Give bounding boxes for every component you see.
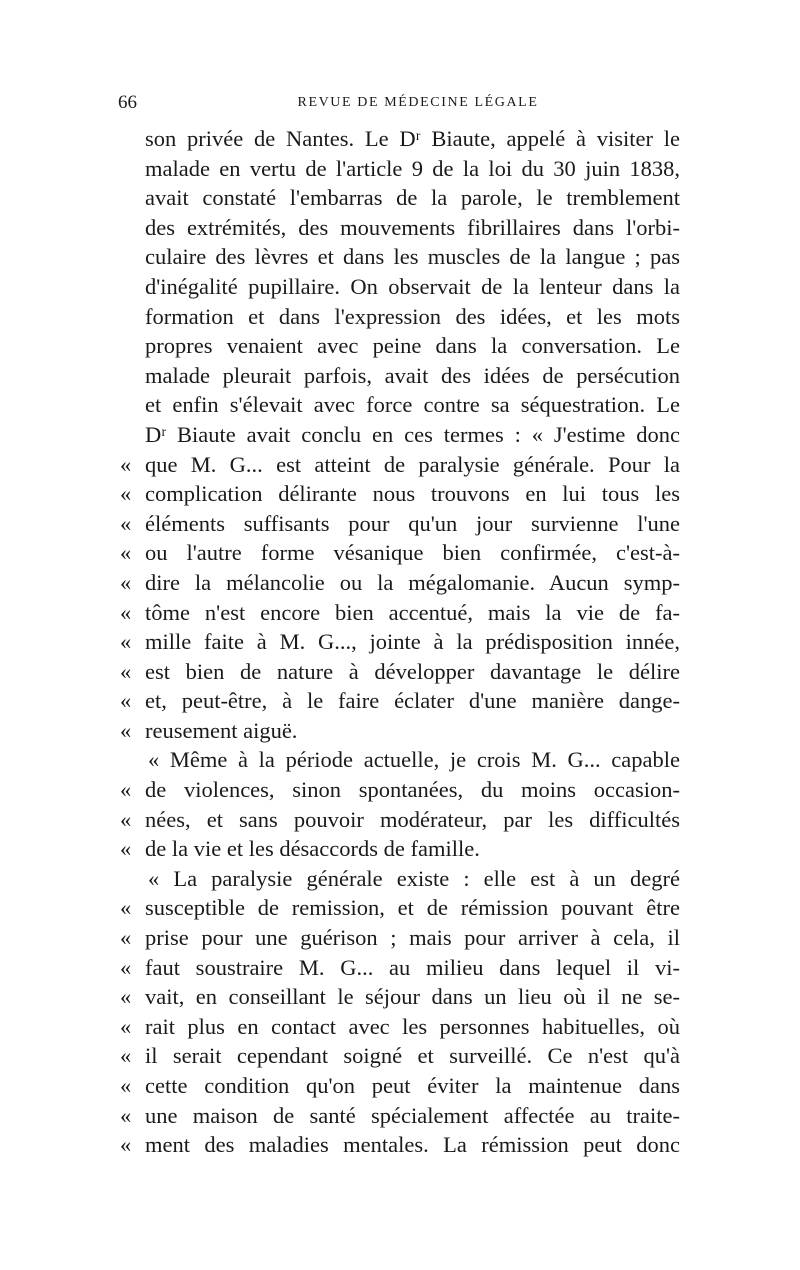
line-text: culaire des lèvres et dans les muscles de la langue ; pas bbox=[145, 244, 680, 270]
line-text: de la vie et les désaccords de famille. bbox=[145, 836, 480, 862]
line-text: « La paralysie générale existe : elle est à un degré bbox=[148, 865, 680, 891]
line-text: de violences, sinon spontanées, du moins occasion- bbox=[145, 777, 680, 803]
text-line bbox=[120, 420, 680, 450]
quote-mark bbox=[120, 390, 145, 420]
line-text: que M. G... est atteint de paralysie générale. Pour la bbox=[145, 451, 680, 477]
quote-mark bbox=[120, 213, 145, 243]
quote-mark: « bbox=[120, 1102, 132, 1128]
quote-mark bbox=[120, 331, 145, 361]
line-text: dire la mélancolie ou la mégalomanie. Aucun symp- bbox=[145, 569, 680, 595]
quote-mark: « bbox=[120, 925, 132, 951]
quote-mark bbox=[120, 302, 145, 332]
quote-mark: « bbox=[120, 599, 132, 625]
text-line bbox=[120, 657, 680, 687]
text-line bbox=[120, 1012, 680, 1042]
text-line bbox=[120, 361, 680, 391]
quote-mark: « bbox=[120, 688, 132, 714]
line-text: il serait cependant soigné et surveillé. Ce n'est qu'à bbox=[145, 1043, 680, 1069]
line-text: ment des maladies mentales. La rémission peut donc bbox=[145, 1132, 680, 1158]
quote-mark: « bbox=[120, 954, 132, 980]
quote-mark: « bbox=[120, 1132, 132, 1158]
quote-mark bbox=[120, 183, 145, 213]
line-text: complication délirante nous trouvons en lui tous les bbox=[145, 481, 680, 507]
running-title: REVUE DE MÉDECINE LÉGALE bbox=[297, 95, 539, 110]
quote-mark bbox=[120, 124, 145, 154]
line-text: des extrémités, des mouvements fibrillaires dans l'orbi- bbox=[145, 214, 680, 240]
text-line bbox=[120, 390, 680, 420]
line-text: tôme n'est encore bien accentué, mais la vie de fa- bbox=[145, 599, 680, 625]
quote-mark: « bbox=[120, 1073, 132, 1098]
line-text: son privée de Nantes. Le Dʳ Biaute, appelé à visiter le bbox=[145, 126, 680, 151]
text-line bbox=[120, 864, 680, 894]
line-text: faut soustraire M. G... au milieu dans lequel il vi- bbox=[145, 954, 680, 980]
line-text: propres venaient avec peine dans la conversation. Le bbox=[145, 333, 680, 359]
line-text: reusement aiguë. bbox=[145, 717, 298, 743]
quote-mark: « bbox=[120, 569, 132, 595]
quote-mark: « bbox=[120, 806, 132, 832]
text-line bbox=[120, 716, 680, 746]
text-line bbox=[120, 745, 680, 775]
text-line bbox=[120, 1071, 680, 1101]
text-line bbox=[120, 1101, 680, 1131]
line-text: vait, en conseillant le séjour dans un lieu où il ne se- bbox=[145, 984, 680, 1010]
line-text: mille faite à M. G..., jointe à la prédisposition innée, bbox=[145, 629, 680, 655]
line-text: et enfin s'élevait avec force contre sa séquestration. Le bbox=[145, 392, 680, 418]
text-line bbox=[120, 450, 680, 480]
text-line bbox=[120, 834, 680, 864]
line-text: est bien de nature à développer davantage le délire bbox=[145, 658, 680, 684]
quote-mark bbox=[120, 272, 145, 302]
page-header bbox=[118, 92, 678, 116]
line-text: Dʳ Biaute avait conclu en ces termes : « J'estime donc bbox=[145, 421, 680, 447]
text-line bbox=[120, 183, 680, 213]
text-line bbox=[120, 568, 680, 598]
text-line bbox=[120, 598, 680, 628]
text-line bbox=[120, 538, 680, 568]
quote-mark: « bbox=[120, 1013, 132, 1039]
text-line bbox=[120, 124, 680, 154]
quote-mark: « bbox=[120, 658, 132, 684]
line-text: « Même à la période actuelle, je crois M. G... capable bbox=[148, 747, 680, 773]
text-line bbox=[120, 775, 680, 805]
page-number: 66 bbox=[118, 92, 137, 113]
line-text: avait constaté l'embarras de la parole, le tremblement bbox=[145, 185, 680, 211]
quote-mark bbox=[120, 420, 145, 450]
text-line bbox=[120, 154, 680, 184]
text-line bbox=[120, 213, 680, 243]
text-line bbox=[120, 242, 680, 272]
quote-mark: « bbox=[120, 629, 132, 655]
quote-mark bbox=[120, 361, 145, 391]
body-text bbox=[120, 124, 680, 1160]
quote-mark: « bbox=[120, 481, 132, 507]
line-text: rait plus en contact avec les personnes habituelles, où bbox=[145, 1013, 680, 1039]
text-line bbox=[120, 1130, 680, 1160]
quote-mark: « bbox=[120, 540, 132, 566]
line-text: susceptible de remission, et de rémission pouvant être bbox=[145, 895, 680, 921]
text-line bbox=[120, 953, 680, 983]
line-text: prise pour une guérison ; mais pour arriver à cela, il bbox=[145, 925, 680, 951]
text-line bbox=[120, 479, 680, 509]
line-text: malade en vertu de l'article 9 de la loi du 30 juin 1838, bbox=[145, 155, 680, 181]
text-line bbox=[120, 893, 680, 923]
quote-mark bbox=[120, 154, 145, 184]
text-line bbox=[120, 1041, 680, 1071]
text-line bbox=[120, 805, 680, 835]
line-text: et, peut-être, à le faire éclater d'une manière dange- bbox=[145, 688, 680, 714]
line-text: éléments suffisants pour qu'un jour survienne l'une bbox=[145, 510, 680, 536]
text-line bbox=[120, 331, 680, 361]
quote-mark: « bbox=[120, 777, 132, 803]
line-text: une maison de santé spécialement affectée au traite- bbox=[145, 1102, 680, 1128]
line-text: nées, et sans pouvoir modérateur, par les difficultés bbox=[145, 806, 680, 832]
text-line bbox=[120, 302, 680, 332]
quote-mark: « bbox=[120, 836, 132, 862]
text-line bbox=[120, 509, 680, 539]
line-text: ou l'autre forme vésanique bien confirmée, c'est-à- bbox=[145, 540, 680, 566]
text-line bbox=[120, 982, 680, 1012]
quote-mark: « bbox=[120, 717, 132, 743]
quote-mark: « bbox=[120, 510, 132, 536]
line-text: formation et dans l'expression des idées, et les mots bbox=[145, 303, 680, 329]
quote-mark: « bbox=[120, 984, 132, 1010]
text-line bbox=[120, 272, 680, 302]
line-text: cette condition qu'on peut éviter la maintenue dans bbox=[145, 1073, 680, 1098]
text-line bbox=[120, 627, 680, 657]
quote-mark: « bbox=[120, 451, 132, 477]
line-text: malade pleurait parfois, avait des idées de persécution bbox=[145, 362, 680, 388]
text-line bbox=[120, 686, 680, 716]
quote-mark bbox=[120, 242, 145, 272]
text-line bbox=[120, 923, 680, 953]
quote-mark: « bbox=[120, 895, 132, 921]
quote-mark: « bbox=[120, 1043, 132, 1069]
line-text: d'inégalité pupillaire. On observait de la lenteur dans la bbox=[145, 273, 680, 299]
